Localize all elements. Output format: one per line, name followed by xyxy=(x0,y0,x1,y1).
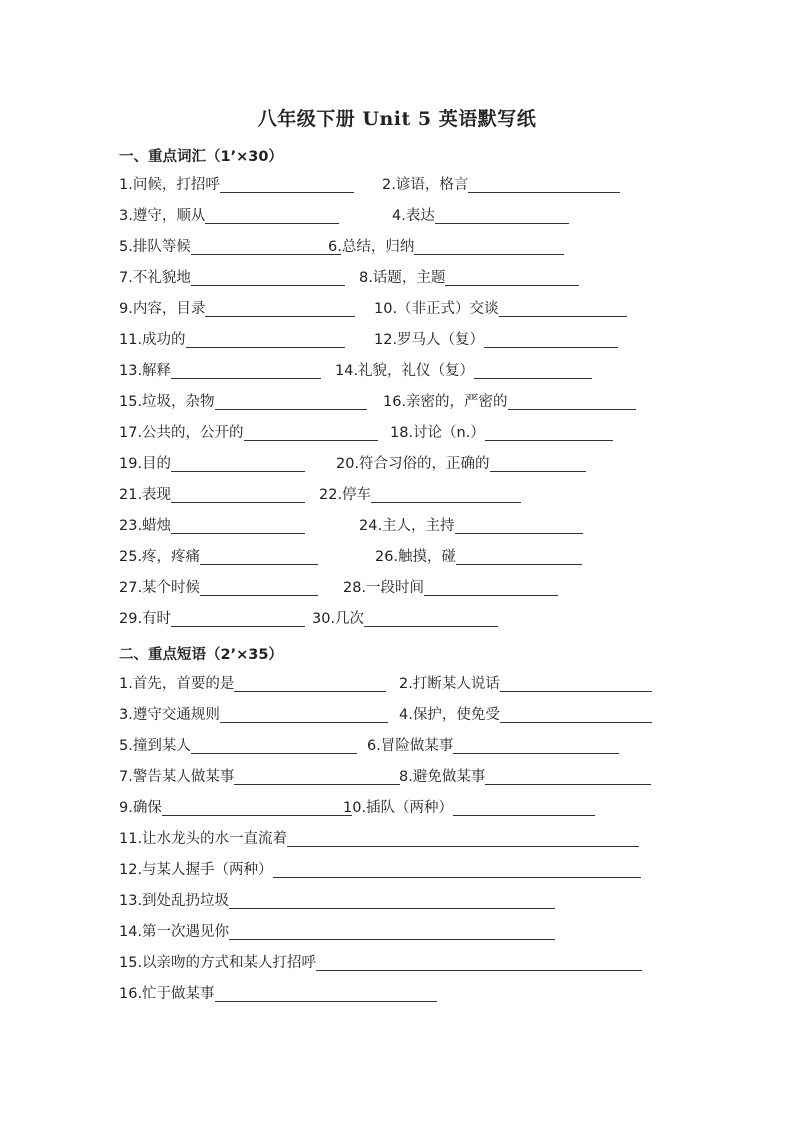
list-item: 3.遵守交通规则 xyxy=(119,705,388,725)
answer-blank[interactable] xyxy=(200,579,318,596)
list-item: 29.有时 xyxy=(119,609,305,629)
list-row xyxy=(119,485,719,516)
list-row xyxy=(119,578,719,609)
answer-blank[interactable] xyxy=(220,706,388,723)
list-row xyxy=(119,953,719,984)
list-item: 10.（非正式）交谈 xyxy=(374,299,627,319)
list-item: 7.警告某人做某事 xyxy=(119,767,400,787)
answer-blank[interactable] xyxy=(474,362,592,379)
answer-blank[interactable] xyxy=(445,269,579,286)
answer-blank[interactable] xyxy=(234,675,386,692)
answer-blank[interactable] xyxy=(186,331,345,348)
list-row xyxy=(119,767,719,798)
list-row xyxy=(119,736,719,767)
list-item: 23.蜡烛 xyxy=(119,516,305,536)
list-item: 15.以亲吻的方式和某人打招呼 xyxy=(119,953,642,973)
list-item: 5.排队等候 xyxy=(119,237,341,257)
list-item: 7.不礼貌地 xyxy=(119,268,345,288)
answer-blank[interactable] xyxy=(205,300,355,317)
list-item: 12.罗马人（复） xyxy=(374,330,618,350)
answer-blank[interactable] xyxy=(424,579,558,596)
list-item: 16.亲密的，严密的 xyxy=(383,392,636,412)
list-item: 4.表达 xyxy=(392,206,569,226)
list-row xyxy=(119,705,719,736)
list-item: 30.几次 xyxy=(312,609,498,629)
answer-blank[interactable] xyxy=(234,768,400,785)
list-item: 14.第一次遇见你 xyxy=(119,922,555,942)
list-row xyxy=(119,922,719,953)
list-item: 21.表现 xyxy=(119,485,305,505)
list-row xyxy=(119,237,719,268)
list-row xyxy=(119,609,719,640)
list-row xyxy=(119,392,719,423)
list-row xyxy=(119,547,719,578)
list-row xyxy=(119,175,719,206)
page-title: 八年级下册 Unit 5 英语默写纸 xyxy=(257,108,537,130)
list-item: 15.垃圾，杂物 xyxy=(119,392,367,412)
list-row xyxy=(119,984,719,1015)
list-item: 16.忙于做某事 xyxy=(119,984,437,1004)
vocabulary-list xyxy=(119,175,719,640)
list-row xyxy=(119,423,719,454)
answer-blank[interactable] xyxy=(171,610,305,627)
list-item: 25.疼，疼痛 xyxy=(119,547,318,567)
list-row xyxy=(119,330,719,361)
answer-blank[interactable] xyxy=(500,706,652,723)
answer-blank[interactable] xyxy=(162,799,352,816)
list-row xyxy=(119,829,719,860)
list-item: 11.成功的 xyxy=(119,330,345,350)
answer-blank[interactable] xyxy=(364,610,498,627)
list-item: 26.触摸，碰 xyxy=(375,547,582,567)
list-row xyxy=(119,268,719,299)
list-row xyxy=(119,299,719,330)
answer-blank[interactable] xyxy=(490,455,586,472)
answer-blank[interactable] xyxy=(171,455,305,472)
list-item: 2.打断某人说话 xyxy=(399,674,652,694)
list-item: 6.冒险做某事 xyxy=(367,736,619,756)
list-item: 10.插队（两种） xyxy=(343,798,595,818)
list-item: 22.停车 xyxy=(319,485,521,505)
answer-blank[interactable] xyxy=(414,238,564,255)
section-heading-vocabulary: 一、重点词汇（1’×30） xyxy=(119,149,283,165)
answer-blank[interactable] xyxy=(453,799,595,816)
answer-blank[interactable] xyxy=(456,548,582,565)
answer-blank[interactable] xyxy=(191,737,357,754)
answer-blank[interactable] xyxy=(453,737,619,754)
list-item: 17.公共的，公开的 xyxy=(119,423,378,443)
list-item: 20.符合习俗的，正确的 xyxy=(336,454,586,474)
list-item: 8.话题，主题 xyxy=(359,268,579,288)
list-row xyxy=(119,516,719,547)
list-item: 28.一段时间 xyxy=(343,578,558,598)
answer-blank[interactable] xyxy=(171,486,305,503)
answer-blank[interactable] xyxy=(220,176,354,193)
answer-blank[interactable] xyxy=(484,331,618,348)
list-item: 1.问候，打招呼 xyxy=(119,175,354,195)
list-row xyxy=(119,798,719,829)
list-item: 19.目的 xyxy=(119,454,305,474)
answer-blank[interactable] xyxy=(273,861,641,878)
list-item: 13.到处乱扔垃圾 xyxy=(119,891,555,911)
answer-blank[interactable] xyxy=(215,393,367,410)
answer-blank[interactable] xyxy=(499,300,627,317)
list-item: 4.保护，使免受 xyxy=(399,705,652,725)
answer-blank[interactable] xyxy=(215,985,437,1002)
list-row xyxy=(119,206,719,237)
list-item: 6.总结，归纳 xyxy=(328,237,564,257)
list-row xyxy=(119,674,719,705)
list-item: 24.主人，主持 xyxy=(359,516,583,536)
list-item: 3.遵守，顺从 xyxy=(119,206,339,226)
section-heading-phrases: 二、重点短语（2’×35） xyxy=(119,647,283,663)
answer-blank[interactable] xyxy=(200,548,318,565)
answer-blank[interactable] xyxy=(244,424,378,441)
list-item: 13.解释 xyxy=(119,361,321,381)
list-item: 12.与某人握手（两种） xyxy=(119,860,641,880)
answer-blank[interactable] xyxy=(171,362,321,379)
answer-blank[interactable] xyxy=(435,207,569,224)
list-item: 9.确保 xyxy=(119,798,352,818)
answer-blank[interactable] xyxy=(316,954,642,971)
list-item: 14.礼貌，礼仪（复） xyxy=(335,361,592,381)
answer-blank[interactable] xyxy=(287,830,639,847)
answer-blank[interactable] xyxy=(500,675,652,692)
answer-blank[interactable] xyxy=(485,768,651,785)
answer-blank[interactable] xyxy=(191,238,341,255)
answer-blank[interactable] xyxy=(371,486,521,503)
answer-blank[interactable] xyxy=(191,269,345,286)
list-row xyxy=(119,361,719,392)
answer-blank[interactable] xyxy=(229,892,555,909)
list-item: 27.某个时候 xyxy=(119,578,318,598)
answer-blank[interactable] xyxy=(455,517,583,534)
list-row xyxy=(119,454,719,485)
list-item: 18.讨论（n.） xyxy=(390,423,613,443)
list-item: 9.内容，目录 xyxy=(119,299,355,319)
list-item: 8.避免做某事 xyxy=(399,767,651,787)
answer-blank[interactable] xyxy=(508,393,636,410)
answer-blank[interactable] xyxy=(171,517,305,534)
list-item: 2.谚语，格言 xyxy=(382,175,620,195)
answer-blank[interactable] xyxy=(229,923,555,940)
phrase-list xyxy=(119,674,719,1015)
list-row xyxy=(119,860,719,891)
list-item: 5.撞到某人 xyxy=(119,736,357,756)
answer-blank[interactable] xyxy=(485,424,613,441)
list-item: 11.让水龙头的水一直流着 xyxy=(119,829,639,849)
list-row xyxy=(119,891,719,922)
answer-blank[interactable] xyxy=(205,207,339,224)
list-item: 1.首先，首要的是 xyxy=(119,674,386,694)
answer-blank[interactable] xyxy=(468,176,620,193)
